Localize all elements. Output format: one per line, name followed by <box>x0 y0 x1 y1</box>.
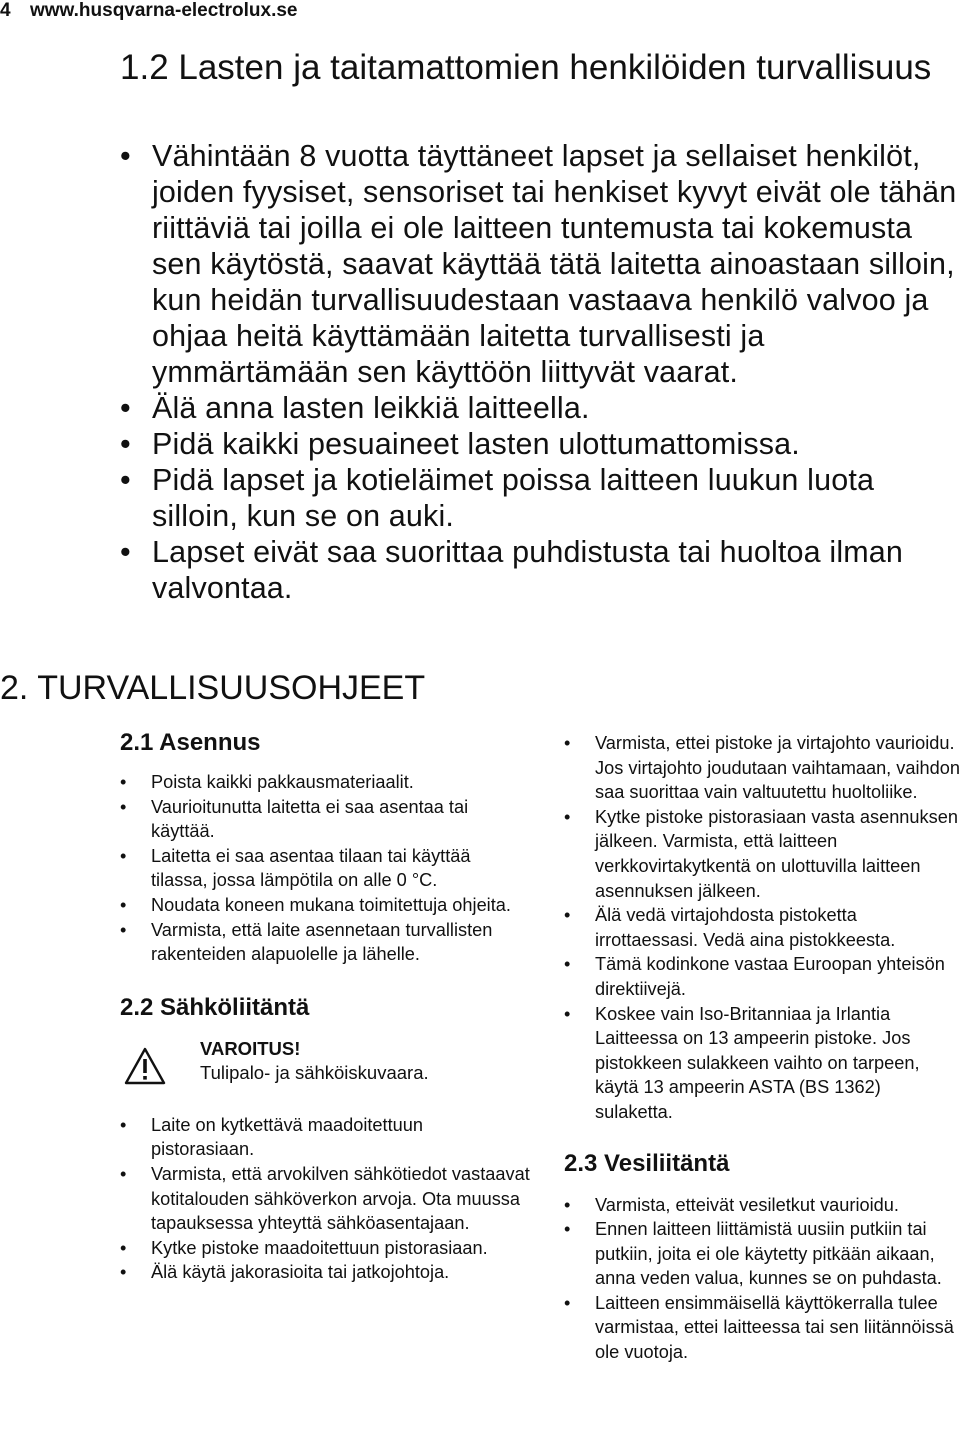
list-item: • Älä anna lasten leikkiä laitteella. <box>120 391 590 425</box>
list-item: • Varmista, ettei pistoke ja virtajohto vaurioidu. Jos virtajohto joudutaan vaihtamaan, vaihdon saa suorittaa vain valtuutettu huoltoliike. <box>564 733 960 803</box>
bullet-icon: • <box>120 391 131 425</box>
bullet-icon: • <box>120 139 131 173</box>
section-2-1-title: 2.1 Asennus <box>120 729 261 756</box>
bullet-icon: • <box>564 954 571 975</box>
list-item: • Poista kaikki pakkausmateriaalit. <box>120 770 530 795</box>
website-url: www.husqvarna-electrolux.se <box>30 0 298 21</box>
section-2-2-list-right <box>564 731 960 1125</box>
section-2-3-title: 2.3 Vesiliitäntä <box>564 1149 730 1177</box>
bullet-icon: • <box>120 919 127 940</box>
list-item: • Laitteen ensimmäisellä käyttökerralla tulee varmistaa, ettei laitteessa tai sen liitännöissä ole vuotoja. <box>564 1292 954 1363</box>
section-2-title: 2. TURVALLISUUSOHJEET <box>0 669 426 707</box>
bullet-icon: • <box>120 427 131 461</box>
list-item: • Vähintään 8 vuotta täyttäneet lapset ja sellaiset henkilöt, joiden fyysiset, sensoriset tai henkiset kyvyt eivät ole tähän riittäviä tai joilla ei ole laitteen tuntemusta tai kokemusta sen käytöstä, saavat käyttää tätä laitetta ainoastaan silloin, kun heidän turvallisuudestaan vastaava henkilö valvoo ja ohjaa heitä käyttämään laitetta turvallisesti ja ymmärtämään sen käyttöön liittyvät vaarat. <box>120 139 957 389</box>
list-item: • Lapset eivät saa suorittaa puhdistusta tai huoltoa ilman valvontaa. <box>120 535 904 605</box>
list-item: • Varmista, että laite asennetaan turvallisten rakenteiden alapuolelle ja lähelle. <box>120 919 493 965</box>
list-item: • Varmista, että arvokilven sähkötiedot vastaavat kotitalouden sähköverkon arvoja. Ota muussa tapauksessa yhteyttä sähköasentajaan. <box>120 1163 530 1234</box>
bullet-icon: • <box>564 905 571 926</box>
warning-title: VAROITUS! <box>200 1037 301 1059</box>
list-item: • Kytke pistoke maadoitettuun pistorasiaan. <box>120 1236 530 1261</box>
list-item: • Laitetta ei saa asentaa tilaan tai käyttää tilassa, jossa lämpötila on alle 0 °C. <box>120 845 471 891</box>
bullet-icon: • <box>564 806 571 827</box>
bullet-icon: • <box>120 535 131 569</box>
section-2-2-title: 2.2 Sähköliitäntä <box>120 993 310 1021</box>
list-item: • Vaurioitunutta laitetta ei saa asentaa tai käyttää. <box>120 796 469 842</box>
list-item: • Tämä kodinkone vastaa Euroopan yhteisön direktiivejä. <box>564 954 945 999</box>
warning-text: Tulipalo- ja sähköiskuvaara. <box>200 1061 429 1083</box>
list-item: • Kytke pistoke pistorasiaan vasta asennuksen jälkeen. Varmista, että laitteen verkkovirtakytkentä on ulottuvilla laitteen asennuksen jälkeen. <box>564 806 958 901</box>
list-item: • Varmista, etteivät vesiletkut vaurioidu. <box>564 1193 960 1218</box>
list-item: • Pidä lapset ja kotieläimet poissa laitteen luukun luota silloin, kun se on auki. <box>120 463 875 533</box>
list-item: • Noudata koneen mukana toimitettuja ohjeita. <box>120 893 530 918</box>
list-item: • Laite on kytkettävä maadoitettuun pistorasiaan. <box>120 1114 423 1160</box>
bullet-icon: • <box>120 796 127 817</box>
bullet-icon: • <box>120 463 131 497</box>
list-item: • Pidä kaikki pesuaineet lasten ulottumattomissa. <box>120 427 800 461</box>
bullet-icon: • <box>564 1003 571 1024</box>
bullet-icon: • <box>120 1237 127 1258</box>
list-item: • Ennen laitteen liittämistä uusiin putkiin tai putkiin, joita ei ole käytetty pitkään aikaan, anna veden valua, kunnes se on puhdasta. <box>564 1219 942 1289</box>
bullet-icon: • <box>120 845 127 866</box>
list-item: • Koskee vain Iso-Britanniaa ja Irlantia Laitteessa on 13 ampeerin pistoke. Jos pistokkeen sulakkeen vaihto on tarpeen, käytä 13 ampeerin ASTA (BS 1362) sulaketta. <box>564 1003 920 1122</box>
bullet-icon: • <box>564 1292 571 1313</box>
bullet-icon: • <box>564 733 571 753</box>
bullet-icon: • <box>120 772 127 792</box>
bullet-icon: • <box>120 894 127 915</box>
list-item: • Älä vedä virtajohdosta pistoketta irrottaessasi. Vedä aina pistokkeesta. <box>564 905 896 950</box>
page-number: 4 <box>0 0 11 21</box>
section-2-3-list <box>564 1193 960 1365</box>
bullet-icon: • <box>564 1219 571 1240</box>
right-column <box>564 731 960 1365</box>
left-column <box>120 728 530 1285</box>
list-item: • Älä käytä jakorasioita tai jatkojohtoja. <box>120 1260 530 1285</box>
bullet-icon: • <box>120 1163 127 1184</box>
bullet-icon: • <box>120 1262 127 1283</box>
section-2-2-list-left <box>120 1113 530 1285</box>
warning-box <box>120 1037 530 1101</box>
bullet-icon: • <box>120 1114 127 1135</box>
section-2-1-list <box>120 770 530 967</box>
warning-triangle-icon <box>124 1047 166 1085</box>
bullet-icon: • <box>564 1194 571 1215</box>
section-1-2-list <box>120 138 960 606</box>
section-1-2-title: 1.2 Lasten ja taitamattomien henkilöiden turvallisuus <box>120 48 932 87</box>
